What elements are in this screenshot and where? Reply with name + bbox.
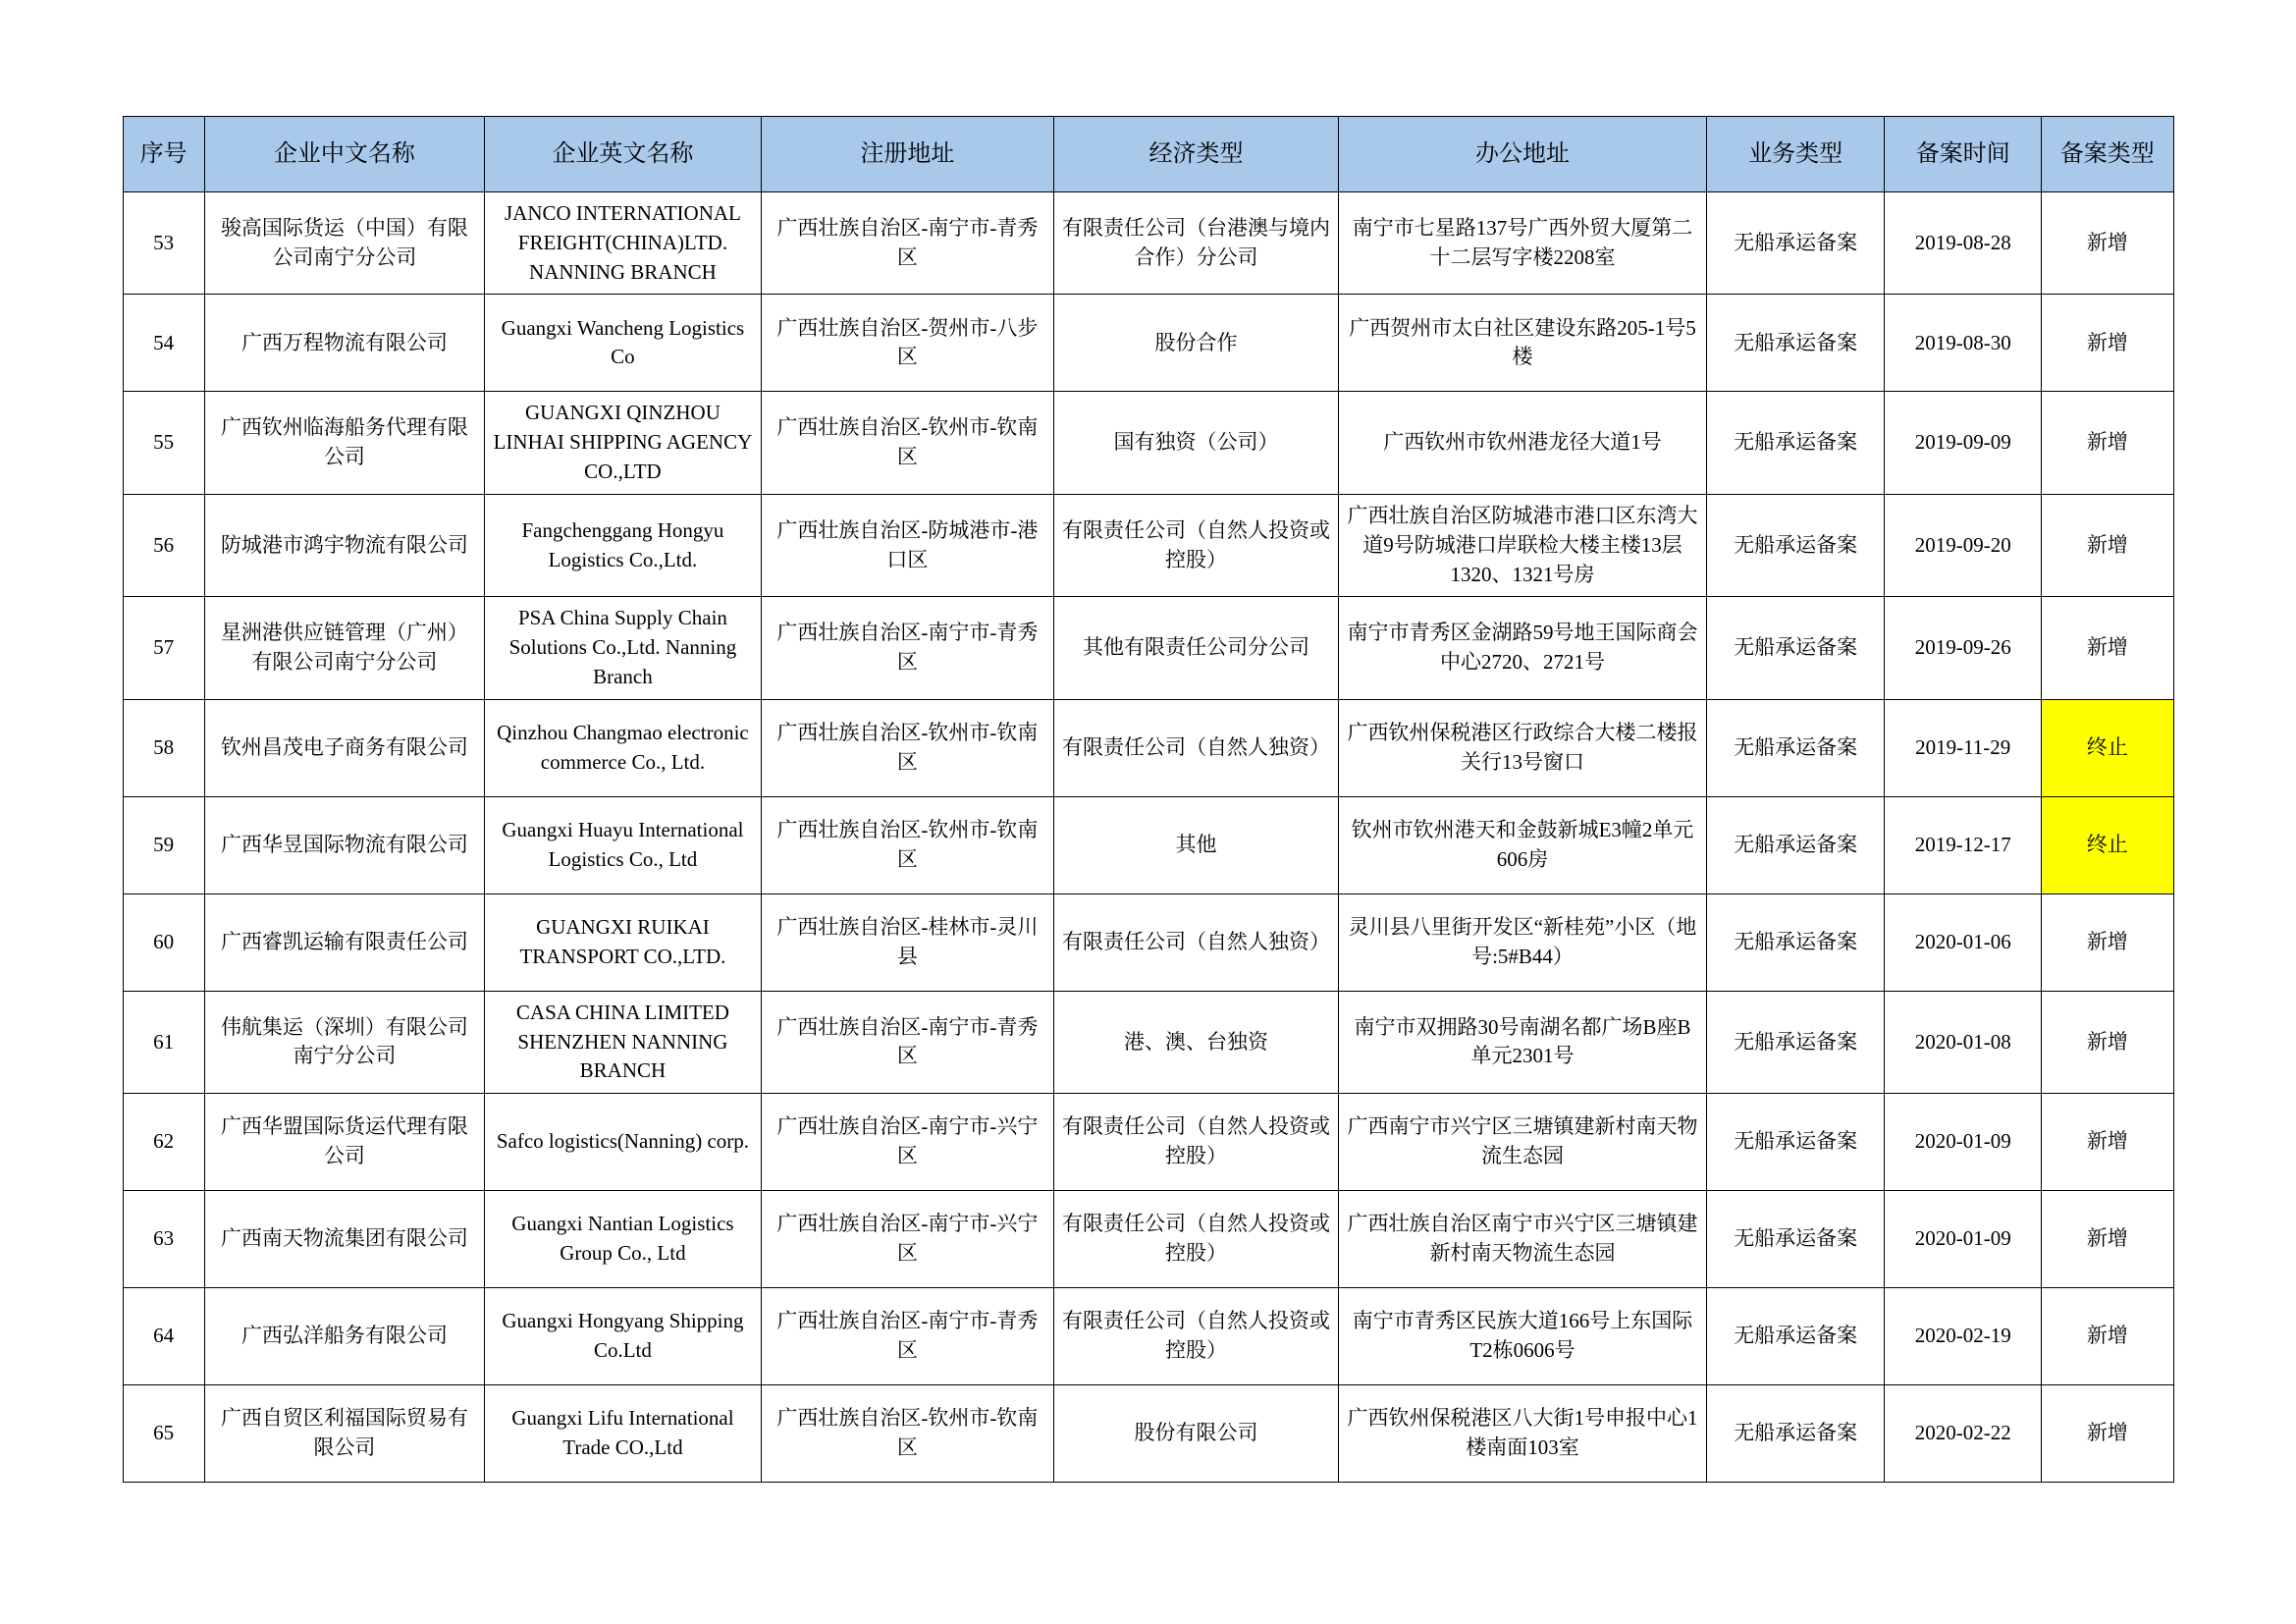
column-header-name-cn: 企业中文名称: [204, 117, 485, 192]
cell-record-date: 2019-12-17: [1885, 796, 2042, 893]
cell-economic-type: 有限责任公司（自然人独资）: [1054, 699, 1339, 796]
cell-name-cn: 广西南天物流集团有限公司: [204, 1191, 485, 1288]
cell-office-address: 钦州市钦州港天和金鼓新城E3幢2单元606房: [1338, 796, 1706, 893]
cell-reg-address: 广西壮族自治区-钦州市-钦南区: [761, 699, 1053, 796]
cell-office-address: 广西壮族自治区南宁市兴宁区三塘镇建新村南天物流生态园: [1338, 1191, 1706, 1288]
cell-business-type: 无船承运备案: [1707, 991, 1885, 1093]
cell-business-type: 无船承运备案: [1707, 392, 1885, 494]
cell-seq: 56: [123, 494, 204, 596]
cell-seq: 59: [123, 796, 204, 893]
cell-reg-address: 广西壮族自治区-钦州市-钦南区: [761, 392, 1053, 494]
cell-reg-address: 广西壮族自治区-南宁市-青秀区: [761, 597, 1053, 699]
cell-office-address: 广西钦州市钦州港龙径大道1号: [1338, 392, 1706, 494]
cell-reg-address: 广西壮族自治区-防城港市-港口区: [761, 494, 1053, 596]
table-row: [123, 1094, 2173, 1191]
cell-record-type: 新增: [2042, 597, 2173, 699]
cell-economic-type: 有限责任公司（自然人独资）: [1054, 893, 1339, 991]
table-row: [123, 699, 2173, 796]
table-row: [123, 991, 2173, 1093]
cell-office-address: 灵川县八里街开发区“新桂苑”小区（地号:5#B44）: [1338, 893, 1706, 991]
cell-office-address: 广西贺州市太白社区建设东路205-1号5楼: [1338, 295, 1706, 392]
cell-economic-type: 股份有限公司: [1054, 1385, 1339, 1483]
column-header-seq: 序号: [123, 117, 204, 192]
cell-reg-address: 广西壮族自治区-贺州市-八步区: [761, 295, 1053, 392]
cell-name-en: Guangxi Lifu International Trade CO.,Ltd: [485, 1385, 761, 1483]
cell-record-date: 2020-02-22: [1885, 1385, 2042, 1483]
cell-business-type: 无船承运备案: [1707, 494, 1885, 596]
table-row: [123, 295, 2173, 392]
cell-name-cn: 广西自贸区利福国际贸易有限公司: [204, 1385, 485, 1483]
cell-record-date: 2019-09-26: [1885, 597, 2042, 699]
cell-reg-address: 广西壮族自治区-南宁市-青秀区: [761, 1288, 1053, 1385]
table-container: [123, 116, 2174, 1483]
table-row: [123, 494, 2173, 596]
cell-reg-address: 广西壮族自治区-南宁市-兴宁区: [761, 1191, 1053, 1288]
cell-record-date: 2019-08-30: [1885, 295, 2042, 392]
cell-business-type: 无船承运备案: [1707, 1094, 1885, 1191]
column-header-office-address: 办公地址: [1338, 117, 1706, 192]
cell-seq: 64: [123, 1288, 204, 1385]
cell-record-type: 终止: [2042, 796, 2173, 893]
cell-name-en: Qinzhou Changmao electronic commerce Co., Ltd.: [485, 699, 761, 796]
cell-business-type: 无船承运备案: [1707, 295, 1885, 392]
cell-record-type: 新增: [2042, 991, 2173, 1093]
cell-seq: 55: [123, 392, 204, 494]
cell-office-address: 广西钦州保税港区行政综合大楼二楼报关行13号窗口: [1338, 699, 1706, 796]
cell-economic-type: 有限责任公司（自然人投资或控股）: [1054, 494, 1339, 596]
cell-name-cn: 广西睿凯运输有限责任公司: [204, 893, 485, 991]
cell-business-type: 无船承运备案: [1707, 699, 1885, 796]
cell-economic-type: 国有独资（公司）: [1054, 392, 1339, 494]
cell-economic-type: 其他: [1054, 796, 1339, 893]
cell-name-en: Guangxi Wancheng Logistics Co: [485, 295, 761, 392]
cell-record-type: 新增: [2042, 494, 2173, 596]
cell-name-en: Guangxi Nantian Logistics Group Co., Ltd: [485, 1191, 761, 1288]
table-row: [123, 1385, 2173, 1483]
cell-name-cn: 广西钦州临海船务代理有限公司: [204, 392, 485, 494]
cell-name-en: Fangchenggang Hongyu Logistics Co.,Ltd.: [485, 494, 761, 596]
cell-economic-type: 有限责任公司（自然人投资或控股）: [1054, 1094, 1339, 1191]
cell-name-en: GUANGXI QINZHOU LINHAI SHIPPING AGENCY CO.,LTD: [485, 392, 761, 494]
enterprise-record-table: [123, 116, 2174, 1483]
cell-record-date: 2020-01-09: [1885, 1094, 2042, 1191]
cell-name-en: Guangxi Hongyang Shipping Co.Ltd: [485, 1288, 761, 1385]
cell-office-address: 南宁市青秀区金湖路59号地王国际商会中心2720、2721号: [1338, 597, 1706, 699]
column-header-record-date: 备案时间: [1885, 117, 2042, 192]
table-row: [123, 1191, 2173, 1288]
cell-name-cn: 防城港市鸿宇物流有限公司: [204, 494, 485, 596]
cell-name-en: PSA China Supply Chain Solutions Co.,Ltd. Nanning Branch: [485, 597, 761, 699]
cell-economic-type: 有限责任公司（自然人投资或控股）: [1054, 1191, 1339, 1288]
cell-record-type: 终止: [2042, 699, 2173, 796]
cell-business-type: 无船承运备案: [1707, 1288, 1885, 1385]
cell-name-cn: 广西弘洋船务有限公司: [204, 1288, 485, 1385]
cell-record-type: 新增: [2042, 1385, 2173, 1483]
cell-name-cn: 广西万程物流有限公司: [204, 295, 485, 392]
cell-name-en: Safco logistics(Nanning) corp.: [485, 1094, 761, 1191]
cell-office-address: 广西南宁市兴宁区三塘镇建新村南天物流生态园: [1338, 1094, 1706, 1191]
cell-record-type: 新增: [2042, 893, 2173, 991]
cell-name-en: Guangxi Huayu International Logistics Co., Ltd: [485, 796, 761, 893]
cell-seq: 58: [123, 699, 204, 796]
cell-record-type: 新增: [2042, 1094, 2173, 1191]
cell-record-type: 新增: [2042, 192, 2173, 295]
column-header-name-en: 企业英文名称: [485, 117, 761, 192]
cell-name-en: GUANGXI RUIKAI TRANSPORT CO.,LTD.: [485, 893, 761, 991]
cell-office-address: 南宁市七星路137号广西外贸大厦第二十二层写字楼2208室: [1338, 192, 1706, 295]
cell-business-type: 无船承运备案: [1707, 893, 1885, 991]
table-header: [123, 117, 2173, 192]
table-row: [123, 192, 2173, 295]
cell-name-en: JANCO INTERNATIONAL FREIGHT(CHINA)LTD. NANNING BRANCH: [485, 192, 761, 295]
cell-office-address: 广西壮族自治区防城港市港口区东湾大道9号防城港口岸联检大楼主楼13层1320、1321号房: [1338, 494, 1706, 596]
cell-record-type: 新增: [2042, 392, 2173, 494]
cell-seq: 65: [123, 1385, 204, 1483]
column-header-economic-type: 经济类型: [1054, 117, 1339, 192]
cell-record-type: 新增: [2042, 1288, 2173, 1385]
cell-record-date: 2020-01-08: [1885, 991, 2042, 1093]
cell-office-address: 南宁市双拥路30号南湖名都广场B座B单元2301号: [1338, 991, 1706, 1093]
cell-name-cn: 广西华盟国际货运代理有限公司: [204, 1094, 485, 1191]
cell-seq: 57: [123, 597, 204, 699]
table-row: [123, 893, 2173, 991]
cell-record-type: 新增: [2042, 295, 2173, 392]
table-header-row: [123, 117, 2173, 192]
cell-economic-type: 有限责任公司（台港澳与境内合作）分公司: [1054, 192, 1339, 295]
cell-economic-type: 其他有限责任公司分公司: [1054, 597, 1339, 699]
cell-reg-address: 广西壮族自治区-南宁市-青秀区: [761, 991, 1053, 1093]
cell-business-type: 无船承运备案: [1707, 1385, 1885, 1483]
cell-record-date: 2019-11-29: [1885, 699, 2042, 796]
cell-record-date: 2020-01-09: [1885, 1191, 2042, 1288]
cell-business-type: 无船承运备案: [1707, 192, 1885, 295]
cell-name-cn: 骏高国际货运（中国）有限公司南宁分公司: [204, 192, 485, 295]
cell-seq: 61: [123, 991, 204, 1093]
cell-economic-type: 股份合作: [1054, 295, 1339, 392]
cell-record-date: 2020-02-19: [1885, 1288, 2042, 1385]
column-header-business-type: 业务类型: [1707, 117, 1885, 192]
table-row: [123, 392, 2173, 494]
cell-office-address: 南宁市青秀区民族大道166号上东国际T2栋0606号: [1338, 1288, 1706, 1385]
cell-business-type: 无船承运备案: [1707, 597, 1885, 699]
cell-name-en: CASA CHINA LIMITED SHENZHEN NANNING BRANCH: [485, 991, 761, 1093]
cell-seq: 63: [123, 1191, 204, 1288]
cell-name-cn: 伟航集运（深圳）有限公司南宁分公司: [204, 991, 485, 1093]
cell-business-type: 无船承运备案: [1707, 1191, 1885, 1288]
cell-record-date: 2020-01-06: [1885, 893, 2042, 991]
column-header-record-type: 备案类型: [2042, 117, 2173, 192]
table-row: [123, 796, 2173, 893]
cell-reg-address: 广西壮族自治区-钦州市-钦南区: [761, 796, 1053, 893]
cell-reg-address: 广西壮族自治区-南宁市-兴宁区: [761, 1094, 1053, 1191]
cell-name-cn: 广西华昱国际物流有限公司: [204, 796, 485, 893]
table-body: [123, 192, 2173, 1483]
cell-record-date: 2019-09-20: [1885, 494, 2042, 596]
cell-economic-type: 有限责任公司（自然人投资或控股）: [1054, 1288, 1339, 1385]
cell-seq: 60: [123, 893, 204, 991]
table-row: [123, 1288, 2173, 1385]
column-header-reg-address: 注册地址: [761, 117, 1053, 192]
cell-economic-type: 港、澳、台独资: [1054, 991, 1339, 1093]
cell-reg-address: 广西壮族自治区-钦州市-钦南区: [761, 1385, 1053, 1483]
cell-name-cn: 钦州昌茂电子商务有限公司: [204, 699, 485, 796]
cell-record-date: 2019-08-28: [1885, 192, 2042, 295]
table-row: [123, 597, 2173, 699]
cell-seq: 53: [123, 192, 204, 295]
cell-seq: 62: [123, 1094, 204, 1191]
cell-seq: 54: [123, 295, 204, 392]
cell-name-cn: 星洲港供应链管理（广州）有限公司南宁分公司: [204, 597, 485, 699]
cell-record-type: 新增: [2042, 1191, 2173, 1288]
cell-record-date: 2019-09-09: [1885, 392, 2042, 494]
cell-office-address: 广西钦州保税港区八大街1号申报中心1楼南面103室: [1338, 1385, 1706, 1483]
cell-reg-address: 广西壮族自治区-南宁市-青秀区: [761, 192, 1053, 295]
cell-reg-address: 广西壮族自治区-桂林市-灵川县: [761, 893, 1053, 991]
cell-business-type: 无船承运备案: [1707, 796, 1885, 893]
